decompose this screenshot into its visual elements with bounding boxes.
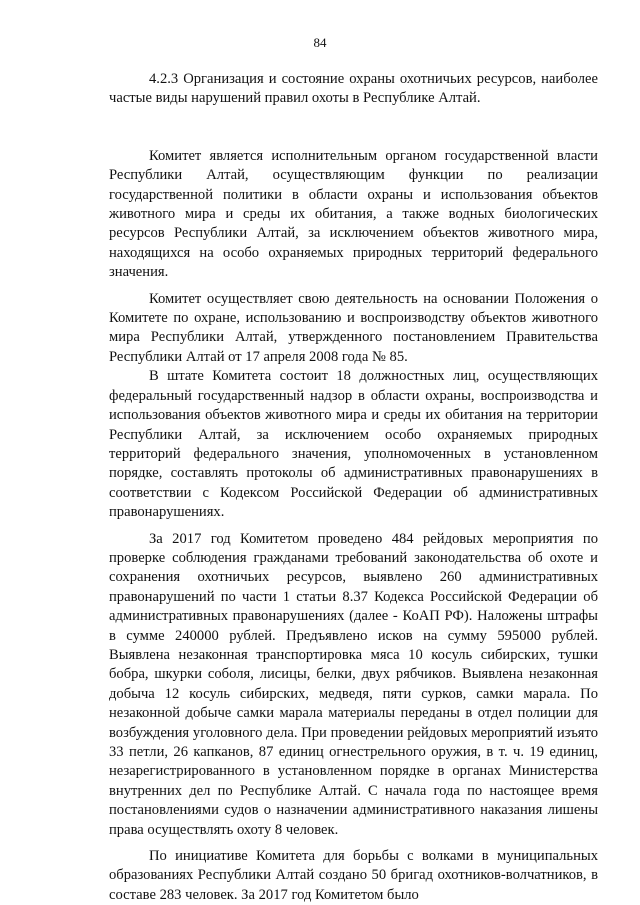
spacer [109, 523, 598, 530]
spacer [109, 840, 598, 847]
paragraph-staff: В штате Комитета состоит 18 должностных лиц, осуществляющих федеральный государственный надзор в области охраны, воспроизводства и использования объектов животного мира и среды их обитания на территории Республики Алтай, за исключением особо охраняемых природных территорий федерального значения, уполномоченных в установленном порядке, составлять протоколы об административных правонарушениях в соответствии с Кодексом Российской Федерации об административных правонарушениях. [109, 368, 598, 521]
paragraph-2017-results: За 2017 год Комитетом проведено 484 рейдовых мероприятия по проверке соблюдения гражданами требований законодательства об охоте и сохранения охотничьих ресурсов, выявлено 260 административных правонарушений по части 1 статьи 8.37 Кодекса Российской Федерации об административных правонарушениях (далее - КоАП РФ). Наложены штрафы в сумме 240000 рублей. Предъявлено исков на сумму 595000 рублей. Выявлена незаконная транспортировка мяса 10 косуль сибирских, тушки бобра, шкурки соболя, лисицы, белки, двух рябчиков. Выявлена незаконная добыча 12 косуль сибирских, медведя, пяти сурков, самки марала. По незаконной добыче самки марала материалы переданы в отдел полиции для возбуждения уголовного дела. При проведении рейдовых мероприятий изъято 33 петли, 26 капканов, 87 единиц огнестрельного оружия, в т. ч. 19 единиц, незарегистрированного в установленном порядке в органах Министерства внутренних дел по Республике Алтай. С начала года по настоящее время постановлениями судов о назначении административного наказания лишены права осуществлять охоту 8 человек. [109, 530, 598, 838]
paragraph-regulation-basis: Комитет осуществляет свою деятельность на основании Положения о Комитете по охране, использованию и воспроизводству объектов животного мира Республики Алтай, утвержденного постановлением Правительства Республики Алтай от 17 апреля 2008 года № 85. [109, 290, 598, 365]
spacer [109, 109, 598, 147]
page-number: 84 [313, 35, 327, 50]
section-heading: 4.2.3 Организация и состояние охраны охотничьих ресурсов, наиболее частые виды нарушений правил охоты в Республике Алтай. [109, 71, 598, 107]
paragraph-committee-role: Комитет является исполнительным органом государственной власти Республики Алтай, осуществляющим функции по реализации государственной политики в области охраны и использования объектов животного мира и среды их обитания, а также водных биологических ресурсов Республики Алтай, за исключением объектов животного мира, находящихся на особо охраняемых природных территорий федерального значения. [109, 147, 598, 281]
document-body [109, 70, 598, 905]
paragraph-wolf-brigades: По инициативе Комитета для борьбы с волками в муниципальных образованиях Республики Алтай создано 50 бригад охотников-волчатников, в составе 283 человек. За 2017 год Комитетом было [109, 848, 598, 903]
spacer [109, 283, 598, 290]
